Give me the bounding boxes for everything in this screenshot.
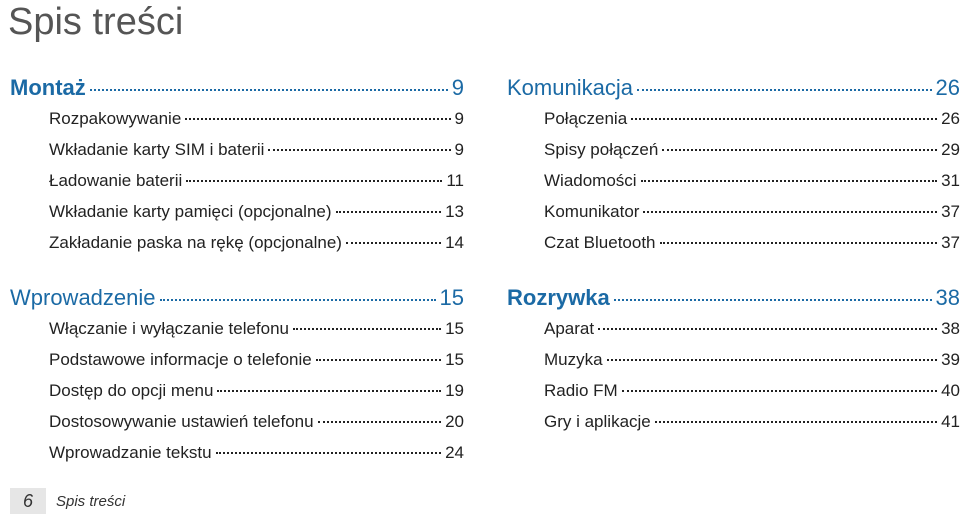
toc-item-page: 15 — [445, 350, 464, 369]
page-title: Spis treści — [8, 1, 184, 43]
toc-item-label: Wiadomości — [544, 171, 637, 190]
page-footer — [10, 488, 125, 514]
toc-item-page: 40 — [941, 381, 960, 400]
toc-item[interactable] — [10, 437, 464, 468]
dot-leader — [160, 299, 436, 301]
toc-item-label: Gry i aplikacje — [544, 412, 651, 431]
toc-item[interactable] — [10, 227, 464, 258]
toc-item-label: Aparat — [544, 319, 595, 338]
toc-item-label: Dostosowywanie ustawień telefonu — [49, 412, 314, 431]
toc-item-label: Czat Bluetooth — [544, 233, 656, 252]
toc-item-label: Wkładanie karty pamięci (opcjonalne) — [49, 202, 332, 221]
dot-leader — [637, 89, 932, 91]
toc-item[interactable] — [10, 134, 464, 165]
toc-item-page: 24 — [445, 443, 464, 462]
toc-item[interactable] — [507, 196, 960, 227]
dot-leader — [598, 328, 937, 330]
toc-item-label: Połączenia — [544, 109, 628, 128]
toc-item-page: 37 — [941, 202, 960, 221]
dot-leader — [641, 180, 937, 182]
toc-item[interactable] — [507, 375, 960, 406]
dot-leader — [90, 89, 448, 91]
toc-item-label: Zakładanie paska na rękę (opcjonalne) — [49, 233, 342, 252]
toc-item-label: Wkładanie karty SIM i baterii — [49, 140, 265, 159]
footer-section-label: Spis treści — [56, 492, 126, 510]
dot-leader — [622, 390, 937, 392]
dot-leader — [186, 180, 442, 182]
dot-leader — [336, 211, 442, 213]
toc-item-page: 13 — [445, 202, 464, 221]
dot-leader — [614, 299, 932, 301]
toc-item[interactable] — [10, 165, 464, 196]
toc-item-page: 38 — [941, 319, 960, 338]
toc-heading[interactable] — [507, 72, 960, 103]
toc-item-label: Dostęp do opcji menu — [49, 381, 214, 400]
dot-leader — [217, 390, 441, 392]
toc-item[interactable] — [507, 227, 960, 258]
dot-leader — [631, 118, 937, 120]
dot-leader — [268, 149, 450, 151]
toc-heading[interactable] — [10, 72, 464, 103]
toc-item[interactable] — [507, 134, 960, 165]
toc-heading-page: 9 — [451, 75, 464, 100]
toc-item-page: 39 — [941, 350, 960, 369]
toc-item-page: 9 — [454, 140, 464, 159]
toc-item-page: 15 — [445, 319, 464, 338]
toc-item[interactable] — [507, 406, 960, 437]
dot-leader — [660, 242, 938, 244]
toc-item-page: 31 — [941, 171, 960, 190]
toc-item-page: 41 — [941, 412, 960, 431]
toc-section-wprowadzenie — [10, 282, 464, 468]
dot-leader — [185, 118, 450, 120]
toc-heading[interactable] — [507, 282, 960, 313]
toc-item[interactable] — [507, 313, 960, 344]
toc-item-page: 20 — [445, 412, 464, 431]
toc-item[interactable] — [507, 165, 960, 196]
toc-heading-page: 26 — [935, 75, 960, 100]
toc-item-label: Radio FM — [544, 381, 618, 400]
toc-item[interactable] — [10, 313, 464, 344]
toc-section-rozrywka — [507, 282, 960, 437]
toc-item-label: Wprowadzanie tekstu — [49, 443, 212, 462]
toc-item-page: 37 — [941, 233, 960, 252]
toc-item-label: Włączanie i wyłączanie telefonu — [49, 319, 290, 338]
toc-heading-label: Komunikacja — [507, 75, 633, 100]
toc-item-label: Ładowanie baterii — [49, 171, 183, 190]
toc-item-label: Podstawowe informacje o telefonie — [49, 350, 312, 369]
dot-leader — [643, 211, 937, 213]
toc-heading-label: Wprowadzenie — [10, 285, 156, 310]
toc-heading[interactable] — [10, 282, 464, 313]
toc-item[interactable] — [10, 375, 464, 406]
toc-item-page: 14 — [445, 233, 464, 252]
toc-item-label: Rozpakowywanie — [49, 109, 182, 128]
toc-heading-label: Montaż — [10, 75, 86, 100]
toc-item-page: 26 — [941, 109, 960, 128]
toc-item[interactable] — [507, 103, 960, 134]
toc-item-page: 29 — [941, 140, 960, 159]
toc-item-page: 19 — [445, 381, 464, 400]
toc-item[interactable] — [10, 196, 464, 227]
toc-item-label: Komunikator — [544, 202, 640, 221]
dot-leader — [662, 149, 937, 151]
dot-leader — [216, 452, 442, 454]
toc-heading-page: 15 — [439, 285, 464, 310]
dot-leader — [607, 359, 938, 361]
toc-section-montaz — [10, 72, 464, 258]
toc-item-label: Muzyka — [544, 350, 603, 369]
toc-item[interactable] — [10, 406, 464, 437]
toc-item[interactable] — [10, 103, 464, 134]
dot-leader — [655, 421, 937, 423]
page-number-badge: 6 — [10, 488, 46, 514]
dot-leader — [316, 359, 441, 361]
toc-heading-page: 38 — [935, 285, 960, 310]
toc-item-page: 9 — [454, 109, 464, 128]
dot-leader — [346, 242, 441, 244]
toc-item[interactable] — [10, 344, 464, 375]
toc-heading-label: Rozrywka — [507, 285, 610, 310]
toc-section-komunikacja — [507, 72, 960, 258]
dot-leader — [318, 421, 441, 423]
dot-leader — [293, 328, 441, 330]
toc-item-page: 11 — [446, 171, 464, 190]
toc-item-label: Spisy połączeń — [544, 140, 659, 159]
toc-item[interactable] — [507, 344, 960, 375]
